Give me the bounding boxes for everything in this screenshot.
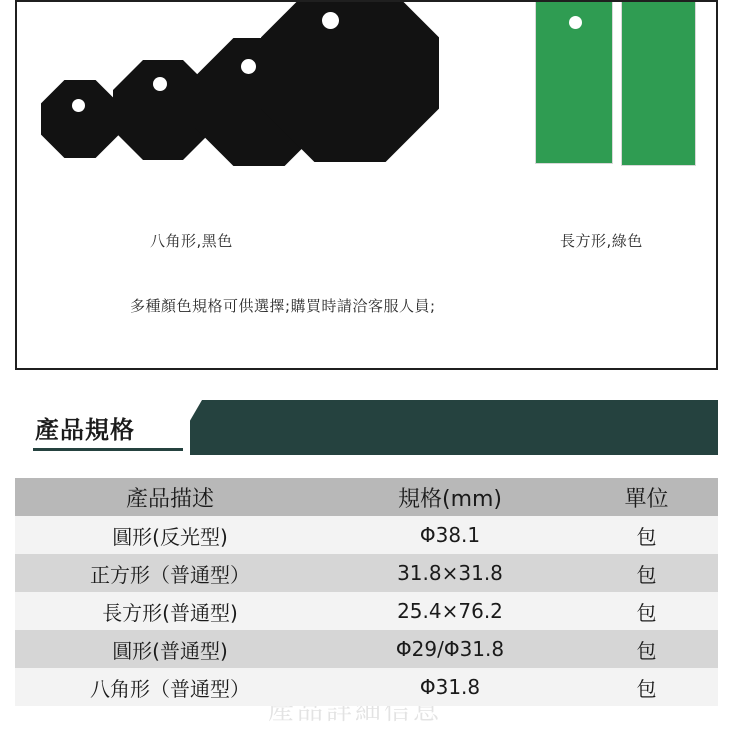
page-title: 產品規格 (15, 400, 190, 455)
hole-icon (241, 59, 256, 74)
hole-icon (569, 16, 582, 29)
table-row (15, 630, 718, 668)
cell-spec: Φ31.8 (419, 675, 481, 699)
cell-description: 長方形(普通型) (102, 600, 238, 625)
shape-illustrations (17, 2, 716, 202)
cell-unit: 包 (636, 676, 657, 701)
table-row (15, 668, 718, 706)
cell-description: 正方形（普通型） (90, 562, 250, 587)
table-row (15, 516, 718, 554)
banner-background (170, 400, 718, 455)
cell-unit: 包 (636, 562, 657, 587)
column-header-description: 產品描述 (15, 478, 325, 516)
column-header-spec: 規格(mm) (325, 478, 575, 516)
hole-icon (153, 77, 167, 91)
caption-rectangle-green: 長方形,綠色 (560, 232, 643, 250)
specification-table (15, 478, 718, 706)
rectangle-tag-green-2 (621, 0, 696, 166)
product-photo-panel (15, 0, 718, 370)
cell-description: 圓形(反光型) (112, 524, 228, 549)
cell-spec: 31.8×31.8 (397, 561, 503, 585)
cell-description: 八角形（普通型） (90, 676, 250, 701)
cell-unit: 包 (636, 600, 657, 625)
cell-unit: 包 (636, 638, 657, 663)
title-underline (33, 448, 183, 451)
cell-spec: 25.4×76.2 (397, 599, 503, 623)
cell-spec: Φ29/Φ31.8 (395, 637, 505, 661)
table-header-row (15, 478, 718, 516)
cell-description: 圓形(普通型) (112, 638, 228, 663)
cell-unit: 包 (636, 524, 657, 549)
table-row (15, 554, 718, 592)
column-header-unit: 單位 (575, 478, 718, 516)
caption-octagon-black: 八角形,黑色 (150, 232, 233, 250)
hole-icon (322, 12, 339, 29)
octagon-tag-small (41, 80, 119, 158)
hole-icon (72, 99, 85, 112)
watermark-text: 產品詳細信息 (268, 696, 443, 726)
color-options-note: 多種顏色規格可供選擇;購買時請洽客服人員; (130, 297, 436, 315)
table-body (15, 516, 718, 706)
cell-spec: Φ38.1 (419, 523, 481, 547)
section-header-banner (15, 400, 718, 455)
table-row (15, 592, 718, 630)
